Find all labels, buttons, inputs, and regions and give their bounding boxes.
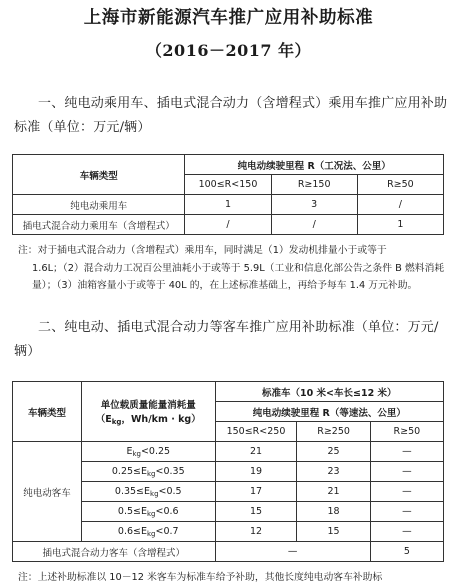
cell-value: — — [370, 522, 443, 542]
document-title: 上海市新能源汽车推广应用补助标准 — [83, 8, 374, 28]
header-standard-bus: 标准车（10 米<车长≤12 米） — [215, 382, 443, 402]
table-row — [13, 542, 444, 562]
cell-value: 5 — [370, 542, 443, 562]
cell-value: — — [370, 502, 443, 522]
header-range: 100≤R<150 — [185, 175, 271, 195]
header-range: R≥150 — [271, 175, 357, 195]
cell-value: 12 — [215, 522, 297, 542]
cell-value: 23 — [297, 462, 370, 482]
table-row — [13, 442, 444, 462]
table-row — [13, 215, 444, 235]
section-1-heading: 一、纯电动乘用车、插电式混合动力（含增程式）乘用车推广应用补助标准（单位：万元/辆） — [14, 96, 448, 135]
energy-range: $0.35\le E_{kg}<0.5$ — [81, 482, 215, 502]
energy-range: $0.5\le E_{kg}<0.6$ — [81, 502, 215, 522]
section-2-heading: 二、纯电动、插电式混合动力等客车推广应用补助标准（单位：万元/辆） — [14, 320, 439, 359]
header-energy-consumption — [81, 382, 215, 442]
table-1-note — [18, 242, 446, 295]
cell-value: 1 — [357, 215, 443, 235]
cell-value: 3 — [271, 195, 357, 215]
cell-value: 15 — [297, 522, 370, 542]
energy-range: $0.25\le E_{kg}<0.35$ — [81, 462, 215, 482]
cell-value: — — [370, 462, 443, 482]
cell-value: 25 — [297, 442, 370, 462]
header-vehicle-type: 车辆类型 — [13, 382, 82, 442]
header-range-group: 纯电动续驶里程 R（工况法、公里） — [185, 155, 444, 175]
cell-value: 19 — [215, 462, 297, 482]
header-energy-line1: 单位载质量能量消耗量 — [100, 400, 196, 411]
header-range: R≥250 — [297, 422, 370, 442]
header-range: R≥50 — [357, 175, 443, 195]
bus-subsidy-table — [12, 381, 444, 562]
header-range: R≥50 — [370, 422, 443, 442]
cell-value: 21 — [297, 482, 370, 502]
cell-value: / — [357, 195, 443, 215]
cell-value: 17 — [215, 482, 297, 502]
note-continuation: 1.6L；（2）混合动力工况百公里油耗小于或等于 5.9L（工业和信息化部公告之条件 B 燃料消耗量）；（3）油箱容量小于或等于 40L 的，在上述标准基础上，再给予每车 1.4 万元补助。 — [32, 262, 445, 291]
cell-value: — — [370, 482, 443, 502]
row-vehicle-type: 插电式混合动力乘用车（含增程式） — [13, 215, 185, 235]
table-row — [13, 195, 444, 215]
energy-range: $0.6\le E_{kg}<0.7$ — [81, 522, 215, 542]
cell-value: 18 — [297, 502, 370, 522]
header-range-group: 纯电动续驶里程 R（等速法、公里） — [215, 402, 443, 422]
note-first-line: 注：对于插电式混合动力（含增程式）乘用车，同时满足（1）发动机排量小于或等于 — [18, 245, 387, 256]
header-range: 150≤R<250 — [215, 422, 297, 442]
phev-bus-label: 插电式混合动力客车（含增程式） — [13, 542, 216, 562]
cell-value: / — [271, 215, 357, 235]
header-vehicle-type: 车辆类型 — [13, 155, 185, 195]
cell-value: 21 — [215, 442, 297, 462]
header-energy-line2: （$E_{kg}$，Wh/km · kg） — [95, 414, 201, 426]
passenger-car-subsidy-table — [12, 154, 444, 235]
cell-value: — — [215, 542, 370, 562]
ev-bus-label: 纯电动客车 — [13, 442, 82, 542]
cell-value: 15 — [215, 502, 297, 522]
cell-value: / — [185, 215, 271, 235]
cell-value: — — [370, 442, 443, 462]
row-vehicle-type: 纯电动乘用车 — [13, 195, 185, 215]
energy-range: $E_{kg}<0.25$ — [81, 442, 215, 462]
table-2-note: 注：上述补助标准以 10－12 米客车为标准车给予补助，其他长度纯电动客车补助标 — [18, 572, 383, 583]
cell-value: 1 — [185, 195, 271, 215]
document-years: （2016－2017 年） — [145, 41, 312, 60]
